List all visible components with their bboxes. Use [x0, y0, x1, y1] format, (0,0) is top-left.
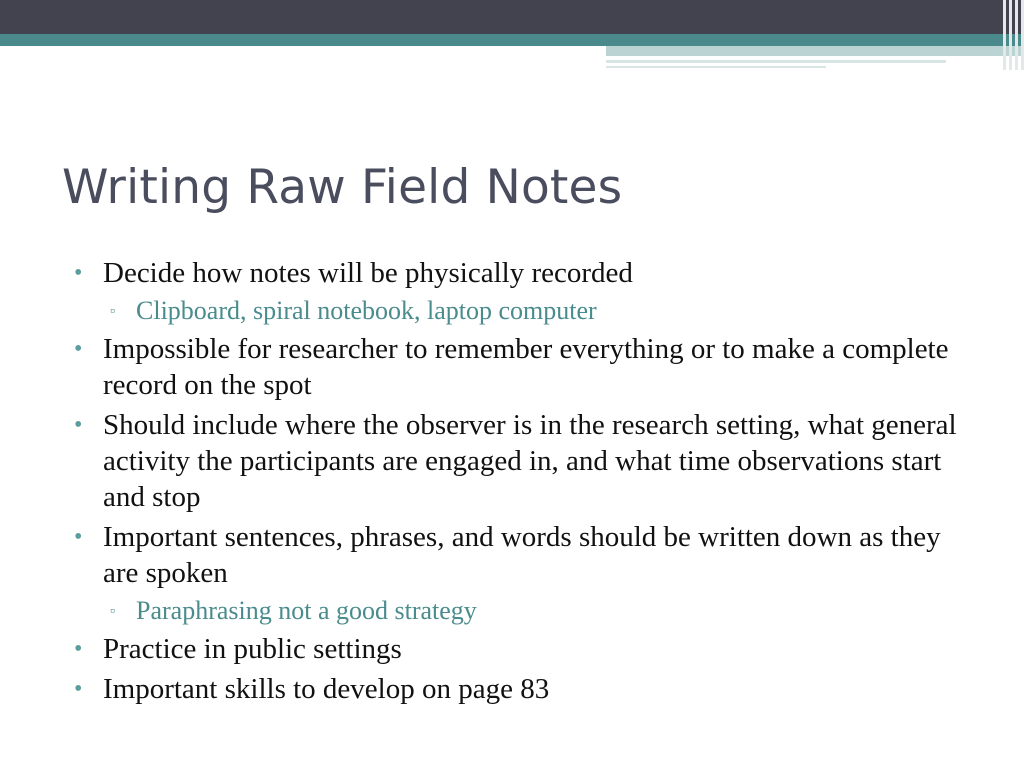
sub-bullet-item: [74, 295, 974, 327]
bullet-dot-icon: •: [74, 412, 83, 438]
header-bar-teal-light: [606, 46, 1024, 56]
bullet-text: Important sentences, phrases, and words should be written down as they are spoken: [103, 521, 941, 589]
bullet-square-icon: ▫: [110, 304, 115, 319]
bullet-dot-icon: •: [74, 260, 83, 286]
bullet-dot-icon: •: [74, 676, 83, 702]
bullet-dot-icon: •: [74, 636, 83, 662]
bullet-square-icon: ▫: [110, 604, 115, 619]
bullet-list: [74, 255, 974, 711]
bullet-item: [74, 631, 974, 667]
sub-bullet-text: Paraphrasing not a good strategy: [136, 596, 477, 625]
bullet-item: [74, 519, 974, 591]
bullet-item: [74, 671, 974, 707]
header-stripes: [990, 0, 1024, 70]
bullet-text: Important skills to develop on page 83: [103, 673, 550, 705]
bullet-text: Should include where the observer is in the research setting, what general activity the participants are engaged in, and what time observations start and stop: [103, 409, 957, 513]
bullet-text: Impossible for researcher to remember everything or to make a complete record on the spot: [103, 333, 949, 401]
header-accent-line: [606, 66, 826, 68]
header-accent-line: [606, 60, 946, 63]
bullet-item: [74, 407, 974, 515]
slide-title: Writing Raw Field Notes: [62, 160, 623, 215]
header-bar-teal: [0, 34, 1024, 46]
bullet-item: [74, 255, 974, 291]
header-bar-dark: [0, 0, 1024, 34]
sub-bullet-item: [74, 595, 974, 627]
bullet-text: Practice in public settings: [103, 633, 402, 665]
bullet-dot-icon: •: [74, 336, 83, 362]
sub-bullet-text: Clipboard, spiral notebook, laptop computer: [136, 296, 597, 325]
bullet-text: Decide how notes will be physically recorded: [103, 257, 633, 289]
bullet-item: [74, 331, 974, 403]
bullet-dot-icon: •: [74, 524, 83, 550]
